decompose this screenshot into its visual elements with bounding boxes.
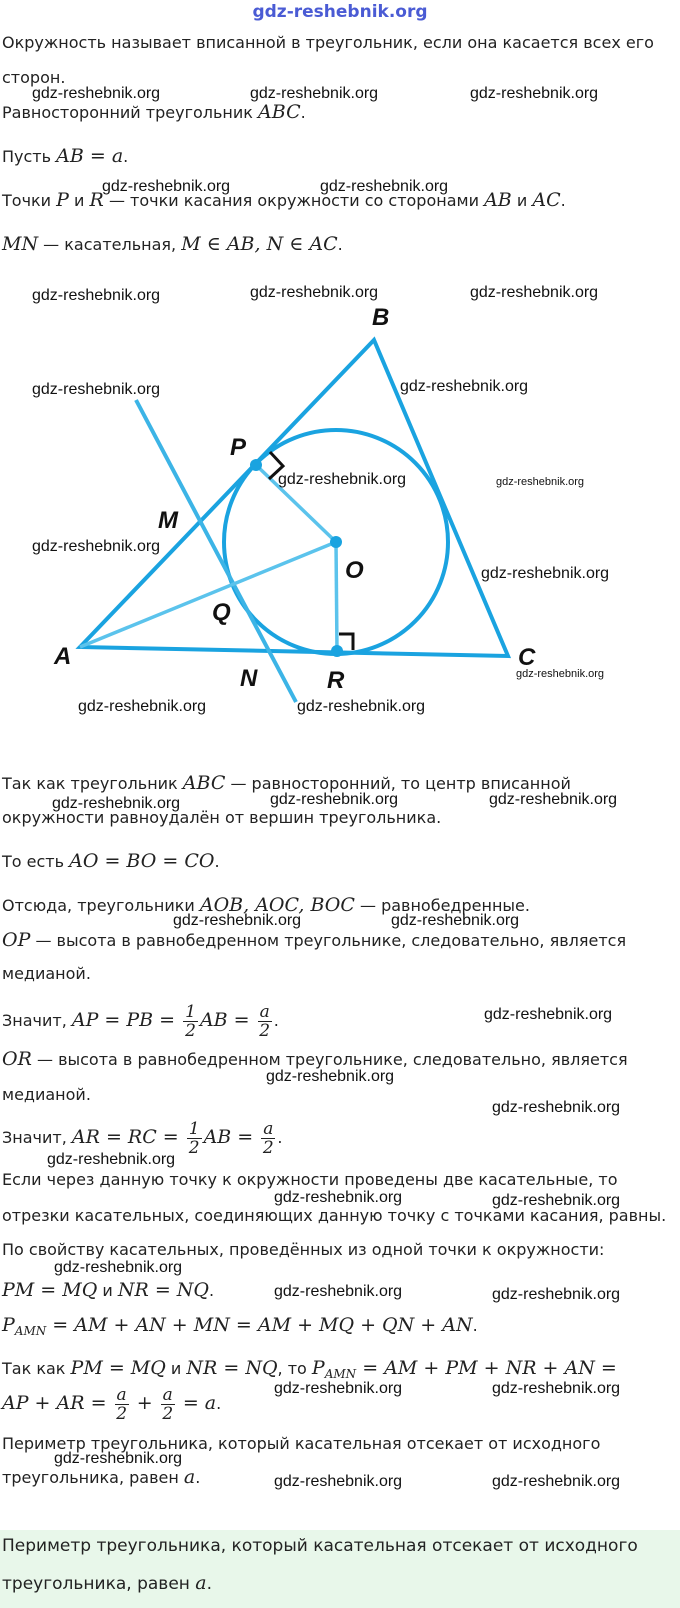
- watermark: gdz-reshebnik.org: [266, 1068, 395, 1085]
- watermark: gdz-reshebnik.org: [52, 795, 181, 812]
- text-line: OP — высота в равнобедренном треугольнике, следовательно, является: [2, 929, 627, 951]
- text-line: PM = MQ и NR = NQ.: [2, 1279, 215, 1301]
- watermark: gdz-reshebnik.org: [489, 791, 618, 808]
- watermark: gdz-reshebnik.org: [274, 1283, 403, 1300]
- answer-box: [0, 1530, 680, 1608]
- site-header[interactable]: gdz-reshebnik.org: [252, 2, 428, 22]
- radius-or: [336, 542, 337, 651]
- watermark: gdz-reshebnik.org: [32, 538, 161, 555]
- watermark: gdz-reshebnik.org: [32, 85, 161, 102]
- label-o: O: [345, 557, 364, 584]
- watermark: gdz-reshebnik.org: [492, 1380, 621, 1397]
- text-line: OR — высота в равнобедренном треугольнике, следовательно, является: [2, 1048, 628, 1070]
- watermark: gdz-reshebnik.org: [470, 85, 599, 102]
- watermark: gdz-reshebnik.org: [274, 1380, 403, 1397]
- watermark: gdz-reshebnik.org: [297, 698, 426, 715]
- watermark: gdz-reshebnik.org: [32, 381, 161, 398]
- label-a: A: [54, 643, 72, 670]
- label-c: C: [518, 644, 536, 671]
- text-line: медианой.: [2, 1085, 91, 1104]
- watermark: gdz-reshebnik.org: [470, 284, 599, 301]
- text-line: То есть AO = BO = CO.: [2, 850, 220, 872]
- watermark: gdz-reshebnik.org: [481, 565, 610, 582]
- point-o: [330, 536, 342, 548]
- text-line: Отсюда, треугольники AOB, AOC, BOC — равнобедренные.: [2, 894, 530, 916]
- label-n: N: [240, 665, 258, 692]
- label-q: Q: [212, 599, 231, 626]
- text-line: медианой.: [2, 964, 91, 983]
- watermark: gdz-reshebnik.org: [492, 1286, 621, 1303]
- watermark: gdz-reshebnik.org: [320, 178, 449, 195]
- text-line: Так как треугольник ABC — равносторонний, то центр вписанной: [2, 772, 571, 794]
- text-line: Пусть AB = a.: [2, 145, 129, 167]
- fraction: $\frac{1}{2}$: [185, 1002, 196, 1041]
- watermark: gdz-reshebnik.org: [250, 284, 379, 301]
- watermark: gdz-reshebnik.org: [78, 698, 207, 715]
- label-b: B: [372, 304, 390, 331]
- text-line: сторон.: [2, 68, 66, 87]
- geometry-figure: [0, 290, 680, 730]
- watermark: gdz-reshebnik.org: [400, 378, 529, 395]
- fraction: $\frac{a}{2}$: [259, 1002, 271, 1041]
- segment-ao: [80, 542, 336, 647]
- text-line: окружности равноудалён от вершин треугольника.: [2, 808, 442, 827]
- fraction: $\frac{a}{2}$: [116, 1385, 128, 1424]
- text-line: Если через данную точку к окружности проведены две касательные, то: [2, 1170, 618, 1189]
- watermark: gdz-reshebnik.org: [47, 1151, 176, 1168]
- point-p: [250, 459, 262, 471]
- watermark: gdz-reshebnik.org: [516, 668, 605, 680]
- watermark: gdz-reshebnik.org: [391, 912, 520, 929]
- point-r: [331, 645, 343, 657]
- fraction: $\frac{a}{2}$: [262, 1119, 274, 1158]
- answer-line: Периметр треугольника, который касательная отсекает от исходного: [2, 1536, 638, 1556]
- label-m: M: [158, 507, 178, 534]
- watermark: gdz-reshebnik.org: [54, 1259, 183, 1276]
- label-r: R: [327, 667, 345, 694]
- watermark: gdz-reshebnik.org: [484, 1006, 613, 1023]
- watermark: gdz-reshebnik.org: [32, 287, 161, 304]
- label-p: P: [230, 434, 247, 461]
- text-line: MN — касательная, M ∈ AB, N ∈ AC.: [2, 233, 343, 255]
- text-line: Так как PM = MQ и NR = NQ, то $P_{AMN}$ = AM + PM + NR + AN =: [2, 1357, 617, 1381]
- fraction: $\frac{1}{2}$: [188, 1119, 200, 1158]
- watermark: gdz-reshebnik.org: [492, 1099, 621, 1116]
- text-line: Равносторонний треугольник ABC.: [2, 101, 306, 123]
- watermark: gdz-reshebnik.org: [274, 1189, 403, 1206]
- fraction: $\frac{a}{2}$: [162, 1385, 174, 1424]
- watermark: gdz-reshebnik.org: [270, 791, 399, 808]
- watermark: gdz-reshebnik.org: [492, 1473, 621, 1490]
- watermark: gdz-reshebnik.org: [250, 85, 379, 102]
- text-line: Значит, AR = RC = $\frac{1}{2}$ AB = $\frac{a}{2}$ .: [2, 1119, 283, 1158]
- text-line: отрезки касательных, соединяющих данную точку с точками касания, равны.: [2, 1206, 667, 1225]
- watermark: gdz-reshebnik.org: [54, 1450, 183, 1467]
- watermark: gdz-reshebnik.org: [496, 476, 585, 488]
- watermark: gdz-reshebnik.org: [102, 178, 231, 195]
- text-line: треугольника, равен a.: [2, 1466, 201, 1488]
- text-line: $P_{AMN}$ = AM + AN + MN = AM + MQ + QN + AN.: [2, 1314, 478, 1338]
- text-line: По свойству касательных, проведённых из одной точки к окружности:: [2, 1240, 605, 1259]
- text-line: AP + AR = $\frac{a}{2}$ + $\frac{a}{2}$ = a.: [2, 1385, 222, 1424]
- watermark: gdz-reshebnik.org: [274, 1473, 403, 1490]
- text-line: Точки P и R — точки касания окружности со сторонами AB и AC.: [2, 189, 566, 211]
- watermark: gdz-reshebnik.org: [492, 1192, 621, 1209]
- text-line: Окружность называет вписанной в треугольник, если она касается всех его: [2, 33, 654, 52]
- watermark: gdz-reshebnik.org: [278, 471, 407, 488]
- text-line: Значит, AP = PB = $\frac{1}{2}$ AB = $\frac{a}{2}$ .: [2, 1002, 279, 1041]
- watermark: gdz-reshebnik.org: [173, 912, 302, 929]
- text-line: Периметр треугольника, который касательная отсекает от исходного: [2, 1434, 601, 1453]
- answer-line: треугольника, равен a.: [2, 1572, 213, 1594]
